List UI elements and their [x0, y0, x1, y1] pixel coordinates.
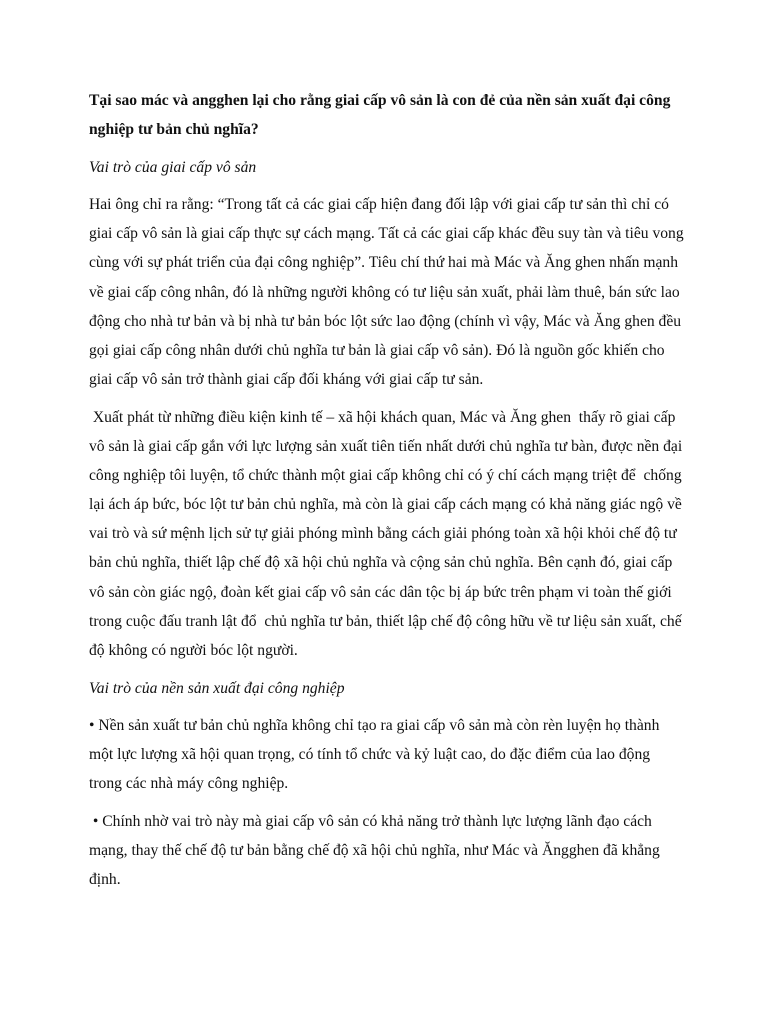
paragraph-marx-engels-statement: Hai ông chỉ ra rằng: “Trong tất cả các giai cấp hiện đang đối lập với giai cấp tư sản thì chỉ có giai cấp vô sản là giai cấp thực sự cách mạng. Tất cả các giai cấp khác đều suy tàn và tiêu vong cùng với sự phát triển của đại công nghiệp”. Tiêu chí thứ hai mà Mác và Ăng ghen nhấn mạnh về giai cấp công nhân, đó là những người không có tư liệu sản xuất, phải làm thuê, bán sức lao động cho nhà tư bản và bị nhà tư bản bóc lột sức lao động (chính vì vậy, Mác và Ăng ghen đều gọi giai cấp công nhân dưới chủ nghĩa tư bản là giai cấp vô sản). Đó là nguồn gốc khiến cho giai cấp vô sản trở thành giai cấp đối kháng với giai cấp tư sản. [89, 196, 688, 388]
section-heading-industry-role: Vai trò của nền sản xuất đại công nghiệp [89, 679, 345, 697]
document-title: Tại sao mác và angghen lại cho rằng giai cấp vô sản là con đẻ của nền sản xuất đại công nghiệp tư bản chủ nghĩa? [89, 92, 671, 139]
bullet-paragraph-revolution-leadership: • Chính nhờ vai trò này mà giai cấp vô sản có khả năng trở thành lực lượng lãnh đạo cách mạng, thay thế chế độ tư bản bằng chế độ xã hội chủ nghĩa, như Mác và Ăngghen đã khẳng định. [89, 813, 664, 889]
paragraph-historical-mission: Xuất phát từ những điều kiện kinh tế – xã hội khách quan, Mác và Ăng ghen thấy rõ giai cấp vô sản là giai cấp gắn với lực lượng sản xuất tiên tiến nhất dưới chủ nghĩa tư bàn, được nền đại công nghiệp tôi luyện, tổ chức thành một giai cấp không chỉ có ý chí cách mạng triệt để chống lại ách áp bức, bóc lột tư bản chủ nghĩa, mà còn là giai cấp cách mạng có khả năng giác ngộ về vai trò và sứ mệnh lịch sử tự giải phóng mình bằng cách giải phóng toàn xã hội khỏi chế độ tư bản chủ nghĩa, thiết lập chế độ xã hội chủ nghĩa và cộng sản chủ nghĩa. Bên cạnh đó, giai cấp vô sản còn giác ngộ, đoàn kết giai cấp vô sản các dân tộc bị áp bức trên phạm vi toàn thế giới trong cuộc đấu tranh lật đổ chủ nghĩa tư bản, thiết lập chế độ công hữu về tư liệu sản xuất, chế độ không có người bóc lột người. [89, 408, 687, 659]
section-heading-proletariat-role: Vai trò của giai cấp vô sản [89, 159, 257, 177]
bullet-paragraph-capitalist-production: • Nền sản xuất tư bản chủ nghĩa không chỉ tạo ra giai cấp vô sản mà còn rèn luyện họ thành một lực lượng xã hội quan trọng, có tính tổ chức và kỷ luật cao, do đặc điểm của lao động trong các nhà máy công nghiệp. [89, 716, 664, 793]
